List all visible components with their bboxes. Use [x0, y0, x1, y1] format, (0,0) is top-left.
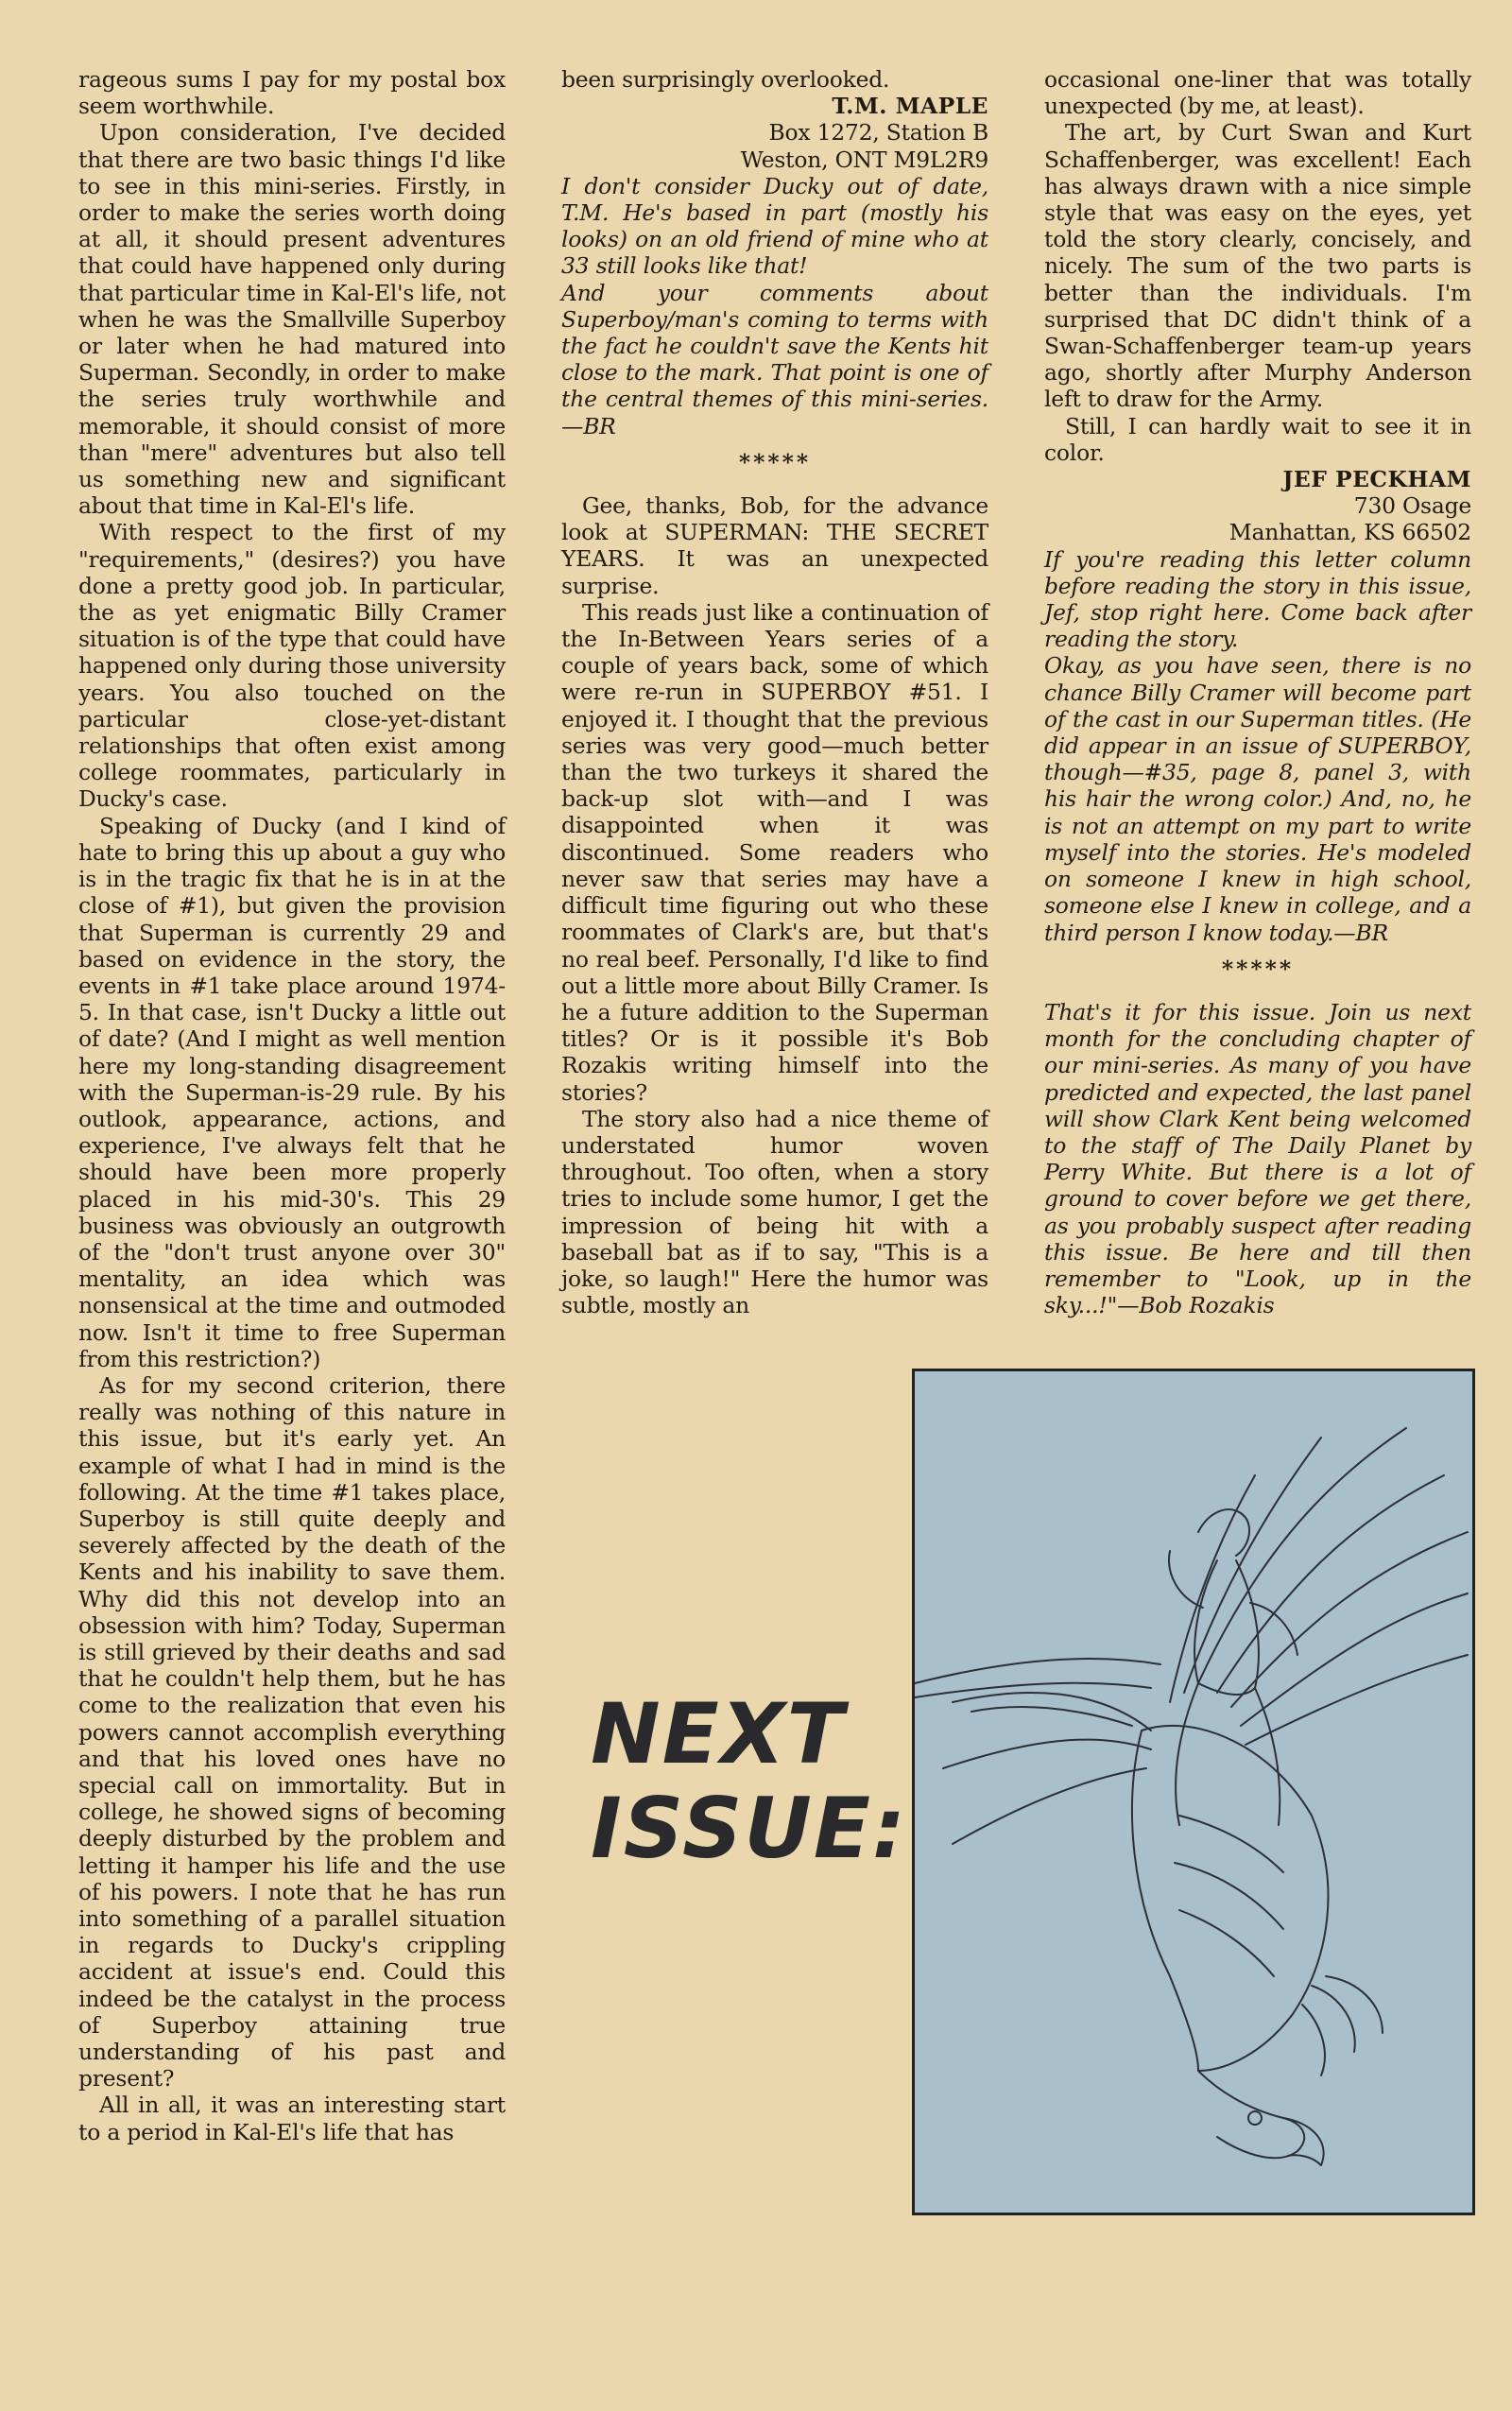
letter-paragraph: occasional one-liner that was totally unexpected (by me, at least). — [1044, 66, 1471, 120]
letter-paragraph: With respect to the first of my "requirements," (desires?) you have done a pretty good job. In particular, the as yet enigmatic Billy Cramer situation is of the type that could have happened only during those university years. You also touched on the particular close-yet-distant relationships that often exist among college roommates, particularly in Ducky's case. — [78, 519, 506, 813]
wing-feather — [1184, 1438, 1321, 1693]
rider-figure — [1198, 1509, 1249, 1556]
signature-address-line: Box 1272, Station B — [768, 119, 988, 146]
letter-paragraph: Still, I can hardly wait to see it in color. — [1044, 412, 1471, 466]
letter-column-3 — [1044, 66, 1471, 1318]
letter-paragraph: The art, by Curt Swan and Kurt Schaffenberger, was excellent! Each has always drawn with a nice simple style that was easy on the eyes, yet told the story clearly, concisely, and nicely. The sum of the two parts is better than the individuals. I'm surprised that DC didn't think of a Swan-Schaffenberger team-up years ago, shortly after Murphy Anderson left to draw for the Army. — [1044, 119, 1471, 413]
letter-paragraph: This reads just like a continuation of the In-Between Years series of a couple of years back, some of which were re-run in SUPERBOY #51. I enjoyed it. I thought that the previous series was very good—much better than the two turkeys it shared the back-up slot with—and I was disappointed when it was discontinued. Some readers who never saw that series may have a difficult time figuring out who these roommates of Clark's are, but that's no real beef. Personally, I'd like to find out a little more about Billy Cramer. Is he a future addition to the Superman titles? Or is it possible it's Bob Rozakis writing himself into the stories? — [561, 598, 988, 1106]
section-divider: ***** — [1221, 955, 1295, 982]
letter-column-2 — [561, 66, 988, 1318]
editor-reply: If you're reading this letter column before reading the story in this issue, Jef, stop right here. Come back after reading the story. — [1044, 545, 1471, 653]
wing-feather — [1198, 1428, 1406, 1683]
rider-figure — [1169, 1551, 1203, 1608]
bird-talon — [1326, 1976, 1383, 2033]
signature-address-line: 730 Osage — [1353, 492, 1471, 520]
wing-feather — [1170, 1475, 1255, 1702]
signature-name: T.M. MAPLE — [832, 93, 988, 120]
editor-reply: And your comments about Superboy/man's coming to terms with the fact he couldn't save the Kents hit close to the mark. That point is one of the central themes of this mini-series.—BR — [561, 279, 988, 439]
letter-column-1 — [78, 66, 506, 2145]
wing-feather — [1246, 1655, 1468, 1745]
bird-head — [1198, 2071, 1304, 2158]
horizon-line — [915, 1683, 1151, 1697]
bird-body — [1132, 1731, 1198, 2071]
letter-paragraph: The story also had a nice theme of understated humor woven throughout. Too often, when a story tries to include some humor, I get the impression of being hit with a baseball bat as if to say, "This is a joke, so laugh!" Here the humor was subtle, mostly an — [561, 1105, 988, 1319]
signature-name: JEF PECKHAM — [1282, 466, 1471, 493]
bird-talon — [1312, 1986, 1355, 2052]
bird-body-feathers — [1179, 1816, 1283, 1872]
wing-feather — [1231, 1532, 1468, 1707]
letter-signature — [1044, 466, 1471, 546]
bird-body — [1142, 1726, 1328, 2071]
letter-paragraph: Gee, thanks, Bob, for the advance look at SUPERMAN: THE SECRET YEARS. It was an unexpected surprise. — [561, 492, 988, 599]
section-divider: ***** — [738, 448, 812, 475]
next-issue-line: NEXT — [591, 1685, 846, 1782]
closing-note: That's it for this issue. Join us next month for the concluding chapter of our mini-series. As many of you have predicted and expected, the last panel will show Clark Kent being welcomed to the staff of The Daily Planet by Perry White. But there is a lot of ground to cover before we get there, as you probably suspect after reading this issue. Be here and till then remember to "Look, up in the sky...!"—Bob Rozakis — [1044, 998, 1471, 1319]
bird-body-feathers — [1175, 1863, 1283, 1929]
next-issue-illustration — [912, 1369, 1475, 2215]
letter-paragraph: All in all, it was an interesting start to a period in Kal-El's life that has — [78, 2092, 506, 2145]
wing-left — [953, 1768, 1146, 1844]
signature-address-line: Weston, ONT M9L2R9 — [740, 146, 988, 173]
rider-figure — [1176, 1683, 1198, 1825]
next-issue-line: ISSUE: — [591, 1780, 908, 1877]
horizon-line — [915, 1659, 1160, 1683]
bird-eye — [1248, 2111, 1262, 2125]
eagle-rider-drawing — [915, 1371, 1472, 2213]
next-issue-heading — [591, 1687, 907, 1876]
letter-paragraph: Speaking of Ducky (and I kind of hate to bring this up about a guy who is in the tragic fix that he is in at the close of #1), but given the provision that Superman is currently 29 and based on evidence in the story, the events in #1 take place around 1974-5. In that case, isn't Ducky a little out of date? (And I might as well mention here my long-standing disagreement with the Superman-is-29 rule. By his outlook, appearance, actions, and experience, I've always felt that he should have been more properly placed in his mid-30's. This 29 business was obviously an outgrowth of the "don't trust anyone over 30" mentality, an idea which was nonsensical at the time and outmoded now. Isn't it time to free Superman from this restriction?) — [78, 812, 506, 1372]
letter-paragraph: been surprisingly overlooked. — [561, 66, 890, 93]
wing-left — [953, 1693, 1151, 1731]
wing-left — [971, 1707, 1132, 1726]
letter-paragraph: As for my second criterion, there really was nothing of this nature in this issue, but it's early yet. An example of what I had in mind is the following. At the time #1 takes place, Superboy is still quite deeply and severely affected by the death of the Kents and his inability to save them. Why did this not develop into an obsession with him? Today, Superman is still grieved by their deaths and sad that he couldn't help them, but he has come to the realization that even his powers cannot accomplish everything and that his loved ones have no special call on immortality. But in college, he showed signs of becoming deeply disturbed by the problem and letting it hamper his life and the use of his powers. I note that he has run into something of a parallel situation in regards to Ducky's crippling accident at issue's end. Could this indeed be the catalyst in the process of Superboy attaining true understanding of his past and present? — [78, 1371, 506, 2092]
letter-paragraph: Upon consideration, I've decided that there are two basic things I'd like to see in this mini-series. Firstly, in order to make the series worth doing at all, it should present adventures that could have happened only during that particular time in Kal-El's life, not when he was the Smallville Superboy or later when he had matured into Superman. Secondly, in order to make the series truly worthwhile and memorable, it should consist of more than "mere" adventures but also tell us something new and significant about that time in Kal-El's life. — [78, 119, 506, 520]
letter-paragraph: rageous sums I pay for my postal box seem worthwhile. — [78, 66, 506, 120]
bird-body-feathers — [1179, 1910, 1274, 1976]
editor-reply: I don't consider Ducky out of date, T.M. He's based in part (mostly his looks) on an old friend of mine who at 33 still looks like that! — [561, 172, 988, 280]
letter-signature — [561, 93, 988, 173]
wing-left — [943, 1740, 1151, 1768]
editor-reply: Okay, as you have seen, there is no chance Billy Cramer will become part of the cast in our Superman titles. (He did appear in an issue of SUPERBOY, though—#35, page 8, panel 3, with his hair the wrong color.) And, no, he is not an attempt on my part to write myself into the stories. He's modeled on someone I knew in high school, someone else I knew in college, and a third person I know today.—BR — [1044, 652, 1471, 946]
bird-talon — [1302, 2005, 1325, 2075]
signature-address-line: Manhattan, KS 66502 — [1228, 519, 1471, 546]
